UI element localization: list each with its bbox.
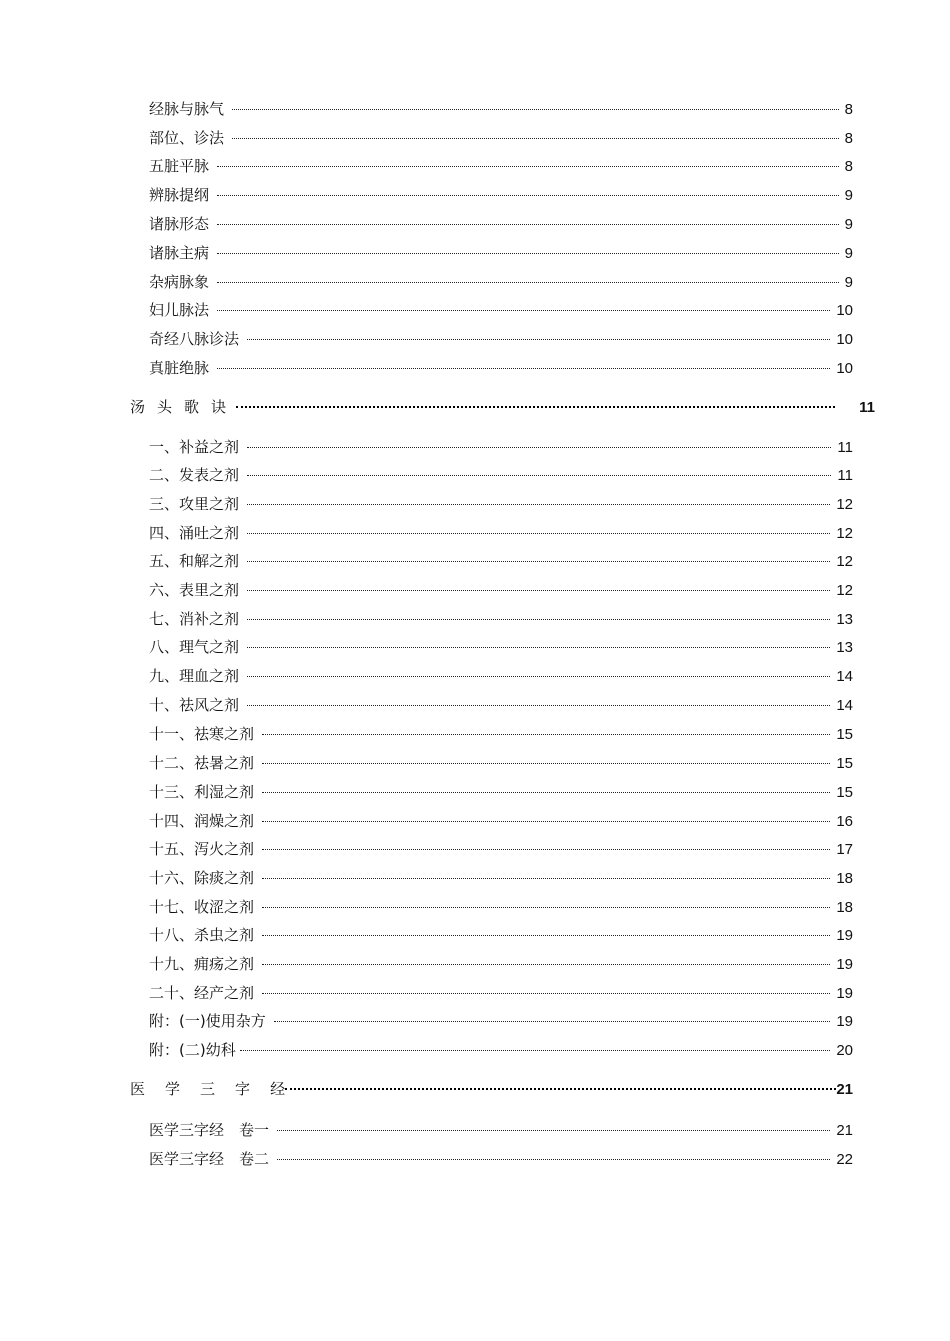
toc-entry-title: 十三、利湿之剂 <box>149 783 255 801</box>
toc-entry-title: 奇经八脉诊法 <box>149 330 240 348</box>
toc-entry-title: 诸脉形态 <box>149 215 210 233</box>
toc-entry[interactable] <box>149 300 853 321</box>
toc-entry-page: 9 <box>844 187 853 204</box>
toc-entry-page: 12 <box>836 553 853 570</box>
toc-section-page: 11 <box>859 399 875 416</box>
toc-entry-title: 十六、除痰之剂 <box>149 869 255 887</box>
dot-leader <box>277 1159 830 1160</box>
toc-entry[interactable] <box>149 1040 853 1061</box>
dot-leader <box>247 504 830 505</box>
toc-section-heading[interactable] <box>130 397 875 418</box>
toc-entry-page: 10 <box>836 302 853 319</box>
toc-entry-page: 12 <box>836 582 853 599</box>
toc-entry[interactable] <box>149 437 853 458</box>
dot-leader <box>262 734 830 735</box>
dot-leader <box>247 619 830 620</box>
toc-entry-title: 八、理气之剂 <box>149 638 240 656</box>
dot-leader <box>236 406 835 408</box>
toc-entry-page: 17 <box>836 841 853 858</box>
dot-leader <box>217 195 839 196</box>
toc-entry-title: 十九、痈疡之剂 <box>149 955 255 973</box>
toc-entry[interactable] <box>149 272 853 293</box>
dot-leader <box>217 282 839 283</box>
dot-leader <box>247 339 830 340</box>
dot-leader <box>262 792 830 793</box>
toc-section-title: 汤 头 歌 诀 <box>130 398 227 416</box>
dot-leader <box>262 964 830 965</box>
toc-entry-page: 8 <box>844 158 853 175</box>
toc-entry[interactable] <box>149 897 853 918</box>
dot-leader <box>277 1130 830 1131</box>
toc-entry[interactable] <box>149 99 853 120</box>
toc-entry[interactable] <box>149 1149 853 1170</box>
toc-entry-title: 七、消补之剂 <box>149 610 240 628</box>
toc-entry[interactable] <box>149 465 853 486</box>
toc-entry[interactable] <box>149 609 853 630</box>
toc-entry-title: 四、涌吐之剂 <box>149 524 240 542</box>
toc-entry-page: 8 <box>844 130 853 147</box>
toc-entry-title: 妇儿脉法 <box>149 301 210 319</box>
toc-entry[interactable] <box>149 724 853 745</box>
toc-entry-page: 12 <box>836 525 853 542</box>
dot-leader <box>240 1050 831 1051</box>
toc-entry-page: 19 <box>836 927 853 944</box>
toc-entry[interactable] <box>149 954 853 975</box>
toc-entry-title: 附：(一)使用杂方 <box>149 1012 266 1030</box>
toc-entry-title: 三、攻里之剂 <box>149 495 240 513</box>
toc-entry-page: 19 <box>836 956 853 973</box>
toc-entry-title: 辨脉提纲 <box>149 186 210 204</box>
dot-leader <box>217 224 839 225</box>
toc-entry-page: 13 <box>836 611 853 628</box>
toc-entry[interactable] <box>149 185 853 206</box>
dot-leader <box>247 590 830 591</box>
toc-entry[interactable] <box>149 128 853 149</box>
toc-entry-page: 10 <box>836 360 853 377</box>
dot-leader <box>247 447 831 448</box>
toc-entry-page: 19 <box>836 1013 853 1030</box>
toc-entry-page: 19 <box>836 985 853 1002</box>
toc-entry[interactable] <box>149 695 853 716</box>
toc-entry-page: 8 <box>844 101 853 118</box>
toc-entry[interactable] <box>149 753 853 774</box>
toc-entry-title: 部位、诊法 <box>149 129 225 147</box>
dot-leader <box>262 878 830 879</box>
toc-entry[interactable] <box>149 214 853 235</box>
toc-entry[interactable] <box>149 637 853 658</box>
toc-entry-title: 二、发表之剂 <box>149 466 240 484</box>
toc-entry-page: 15 <box>836 784 853 801</box>
dot-leader <box>262 763 830 764</box>
toc-entry-page: 9 <box>844 216 853 233</box>
toc-section-heading[interactable] <box>130 1079 853 1100</box>
toc-entry[interactable] <box>149 1120 853 1141</box>
dot-leader <box>247 561 830 562</box>
toc-entry[interactable] <box>149 494 853 515</box>
dot-leader <box>217 368 830 369</box>
toc-entry-page: 13 <box>836 639 853 656</box>
toc-entry[interactable] <box>149 782 853 803</box>
dot-leader <box>247 475 831 476</box>
toc-entry-title: 真脏绝脉 <box>149 359 210 377</box>
toc-entry-title: 二十、经产之剂 <box>149 984 255 1002</box>
toc-entry-title: 十、祛风之剂 <box>149 696 240 714</box>
toc-entry-title: 十一、祛寒之剂 <box>149 725 255 743</box>
toc-entry-page: 9 <box>844 245 853 262</box>
toc-entry-page: 11 <box>837 467 853 484</box>
toc-entry-title: 十二、祛暑之剂 <box>149 754 255 772</box>
dot-leader <box>217 310 830 311</box>
toc-entry-title: 一、补益之剂 <box>149 438 240 456</box>
dot-leader <box>262 935 830 936</box>
toc-entry[interactable] <box>149 983 853 1004</box>
toc-entry-title: 十四、润燥之剂 <box>149 812 255 830</box>
toc-entry-page: 12 <box>836 496 853 513</box>
toc-entry-title: 杂病脉象 <box>149 273 210 291</box>
dot-leader <box>262 821 830 822</box>
toc-entry-page: 14 <box>836 668 853 685</box>
dot-leader <box>262 907 830 908</box>
toc-entry-title: 五脏平脉 <box>149 157 210 175</box>
dot-leader <box>232 138 839 139</box>
toc-entry-page: 15 <box>836 726 853 743</box>
toc-entry-page: 15 <box>836 755 853 772</box>
toc-entry[interactable] <box>149 925 853 946</box>
dot-leader <box>217 253 839 254</box>
toc-entry-title: 十七、收涩之剂 <box>149 898 255 916</box>
toc-entry-title: 十五、泻火之剂 <box>149 840 255 858</box>
toc-entry-title: 六、表里之剂 <box>149 581 240 599</box>
dot-leader <box>247 705 830 706</box>
toc-entry[interactable] <box>149 358 853 379</box>
toc-entry-page: 11 <box>837 439 853 456</box>
toc-entry[interactable] <box>149 243 853 264</box>
toc-entry[interactable] <box>149 156 853 177</box>
toc-entry-page: 20 <box>836 1042 853 1059</box>
toc-entry[interactable] <box>149 666 853 687</box>
toc-entry-title: 九、理血之剂 <box>149 667 240 685</box>
dot-leader <box>262 993 830 994</box>
toc-entry[interactable] <box>149 1011 853 1032</box>
toc-section-page: 21 <box>836 1081 853 1098</box>
dot-leader <box>247 533 830 534</box>
toc-entry-page: 21 <box>836 1122 853 1139</box>
toc-entry[interactable] <box>149 868 853 889</box>
toc-entry[interactable] <box>149 580 853 601</box>
dot-leader <box>232 109 839 110</box>
toc-entry-title: 医学三字经 卷一 <box>149 1121 270 1139</box>
dot-leader <box>262 849 830 850</box>
toc-entry-page: 22 <box>836 1151 853 1168</box>
toc-entry[interactable] <box>149 551 853 572</box>
toc-entry-page: 18 <box>836 899 853 916</box>
toc-entry-title: 附：(二)幼科 <box>149 1041 236 1059</box>
toc-entry-title: 医学三字经 卷二 <box>149 1150 270 1168</box>
toc-entry[interactable] <box>149 523 853 544</box>
toc-section-title: 医 学 三 字 经 <box>130 1080 286 1098</box>
dot-leader <box>274 1021 831 1022</box>
toc-entry-page: 10 <box>836 331 853 348</box>
toc-entry-page: 9 <box>844 274 853 291</box>
toc-entry-title: 十八、杀虫之剂 <box>149 926 255 944</box>
toc-entry-title: 五、和解之剂 <box>149 552 240 570</box>
toc-entry-page: 16 <box>836 813 853 830</box>
dot-leader <box>285 1088 836 1090</box>
toc-entry-title: 经脉与脉气 <box>149 100 225 118</box>
dot-leader <box>217 166 839 167</box>
toc-entry-page: 14 <box>836 697 853 714</box>
dot-leader <box>247 676 830 677</box>
dot-leader <box>247 647 830 648</box>
toc-entry[interactable] <box>149 839 853 860</box>
toc-entry[interactable] <box>149 811 853 832</box>
toc-entry-page: 18 <box>836 870 853 887</box>
toc-entry-title: 诸脉主病 <box>149 244 210 262</box>
toc-entry[interactable] <box>149 329 853 350</box>
